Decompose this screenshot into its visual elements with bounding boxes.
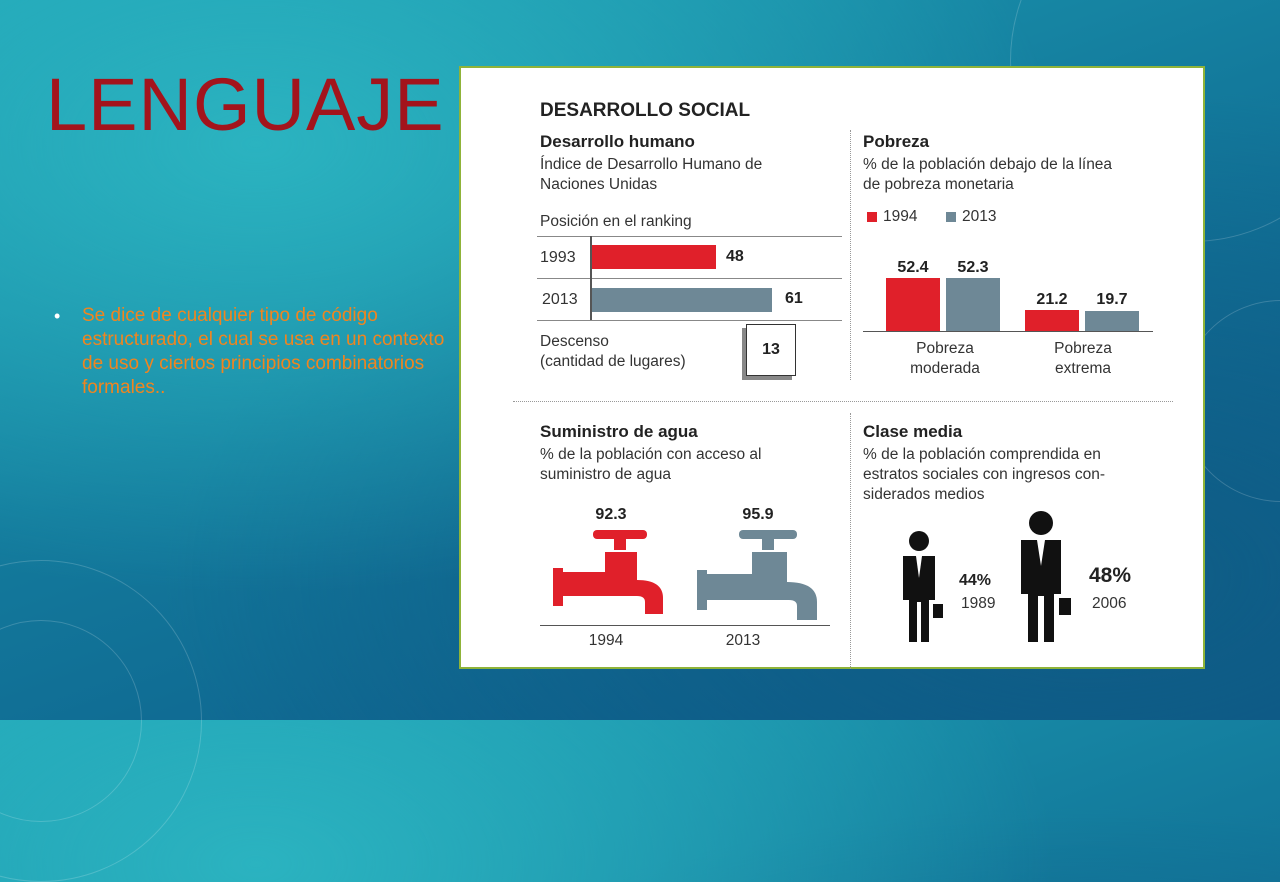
- middle-class-value-1989: 44%: [959, 572, 992, 589]
- poverty-heading: Pobreza: [863, 132, 930, 151]
- water-subtitle-2: suministro de agua: [540, 466, 671, 483]
- poverty-group-extreme-2: extrema: [1055, 360, 1111, 377]
- middle-class-subtitle-3: siderados medios: [863, 486, 985, 503]
- poverty-bar-extreme-2013: [1085, 311, 1139, 331]
- poverty-value-moderate-2013: 52.3: [957, 259, 989, 276]
- infographic-image: [459, 66, 1205, 669]
- poverty-baseline: [863, 331, 1153, 332]
- poverty-value-moderate-1994: 52.4: [897, 259, 929, 276]
- ranking-top-rule: [537, 236, 842, 237]
- vertical-divider: [850, 130, 851, 380]
- poverty-bar-moderate-1994: [886, 278, 940, 331]
- poverty-value-extreme-1994: 21.2: [1036, 291, 1068, 308]
- water-year-1994: 1994: [588, 632, 624, 649]
- ranking-bar-2013: [592, 288, 772, 312]
- human-dev-subtitle-1: Índice de Desarrollo Humano de: [540, 156, 763, 173]
- businessman-icon: [899, 530, 945, 644]
- poverty-group-moderate-2: moderada: [910, 360, 980, 377]
- ranking-bar-1993: [592, 245, 716, 269]
- legend-swatch-2013: [946, 212, 956, 222]
- ranking-mid-rule: [537, 278, 842, 279]
- water-value-2013: 95.9: [742, 506, 774, 523]
- ranking-value-1993: 48: [726, 248, 744, 265]
- drop-label-1: Descenso: [540, 333, 609, 350]
- faucet-icon: [697, 528, 827, 623]
- drop-value: 13: [762, 341, 780, 358]
- poverty-subtitle-2: de pobreza monetaria: [863, 176, 1014, 193]
- middle-class-year-2006: 2006: [1092, 595, 1127, 612]
- water-value-1994: 92.3: [595, 506, 627, 523]
- water-heading: Suministro de agua: [540, 422, 698, 441]
- ranking-value-2013: 61: [785, 290, 803, 307]
- horizontal-divider: [513, 401, 1173, 402]
- bullet-text: Se dice de cualquier tipo de código estructurado, el cual se usa en un contexto de uso y ciertos principios combinatorios formales..: [82, 305, 445, 398]
- ranking-bottom-rule: [537, 320, 842, 321]
- water-year-2013: 2013: [725, 632, 761, 649]
- ranking-label: Posición en el ranking: [540, 213, 692, 230]
- bullet-item: [54, 304, 446, 400]
- ranking-year-1993: 1993: [540, 249, 576, 266]
- drop-label-2: (cantidad de lugares): [540, 353, 686, 370]
- legend-label-1994: 1994: [883, 208, 918, 225]
- middle-class-value-2006: 48%: [1089, 564, 1132, 587]
- middle-class-year-1989: 1989: [961, 595, 996, 612]
- drop-value-box: [746, 324, 796, 376]
- poverty-group-extreme-1: Pobreza: [1054, 340, 1112, 357]
- ranking-year-2013: 2013: [542, 291, 578, 308]
- poverty-subtitle-1: % de la población debajo de la línea: [863, 156, 1113, 173]
- human-dev-heading: Desarrollo humano: [540, 132, 695, 151]
- middle-class-heading: Clase media: [863, 422, 963, 441]
- middle-class-subtitle-2: estratos sociales con ingresos con-: [863, 466, 1106, 483]
- legend-swatch-1994: [867, 212, 877, 222]
- businessman-icon: [1017, 510, 1073, 644]
- poverty-bar-moderate-2013: [946, 278, 1000, 331]
- poverty-value-extreme-2013: 19.7: [1096, 291, 1128, 308]
- poverty-group-moderate-1: Pobreza: [916, 340, 974, 357]
- middle-class-subtitle-1: % de la población comprendida en: [863, 446, 1101, 463]
- infographic-title: DESARROLLO SOCIAL: [540, 100, 751, 121]
- vertical-divider: [850, 413, 851, 669]
- faucet-icon: [553, 528, 673, 618]
- human-dev-subtitle-2: Naciones Unidas: [540, 176, 658, 193]
- water-subtitle-1: % de la población con acceso al: [540, 446, 762, 463]
- legend-label-2013: 2013: [962, 208, 997, 225]
- poverty-bar-extreme-1994: [1025, 310, 1079, 331]
- slide-title: LENGUAJE: [46, 63, 445, 146]
- bullet-dot-icon: •: [54, 306, 61, 326]
- water-baseline: [540, 625, 830, 626]
